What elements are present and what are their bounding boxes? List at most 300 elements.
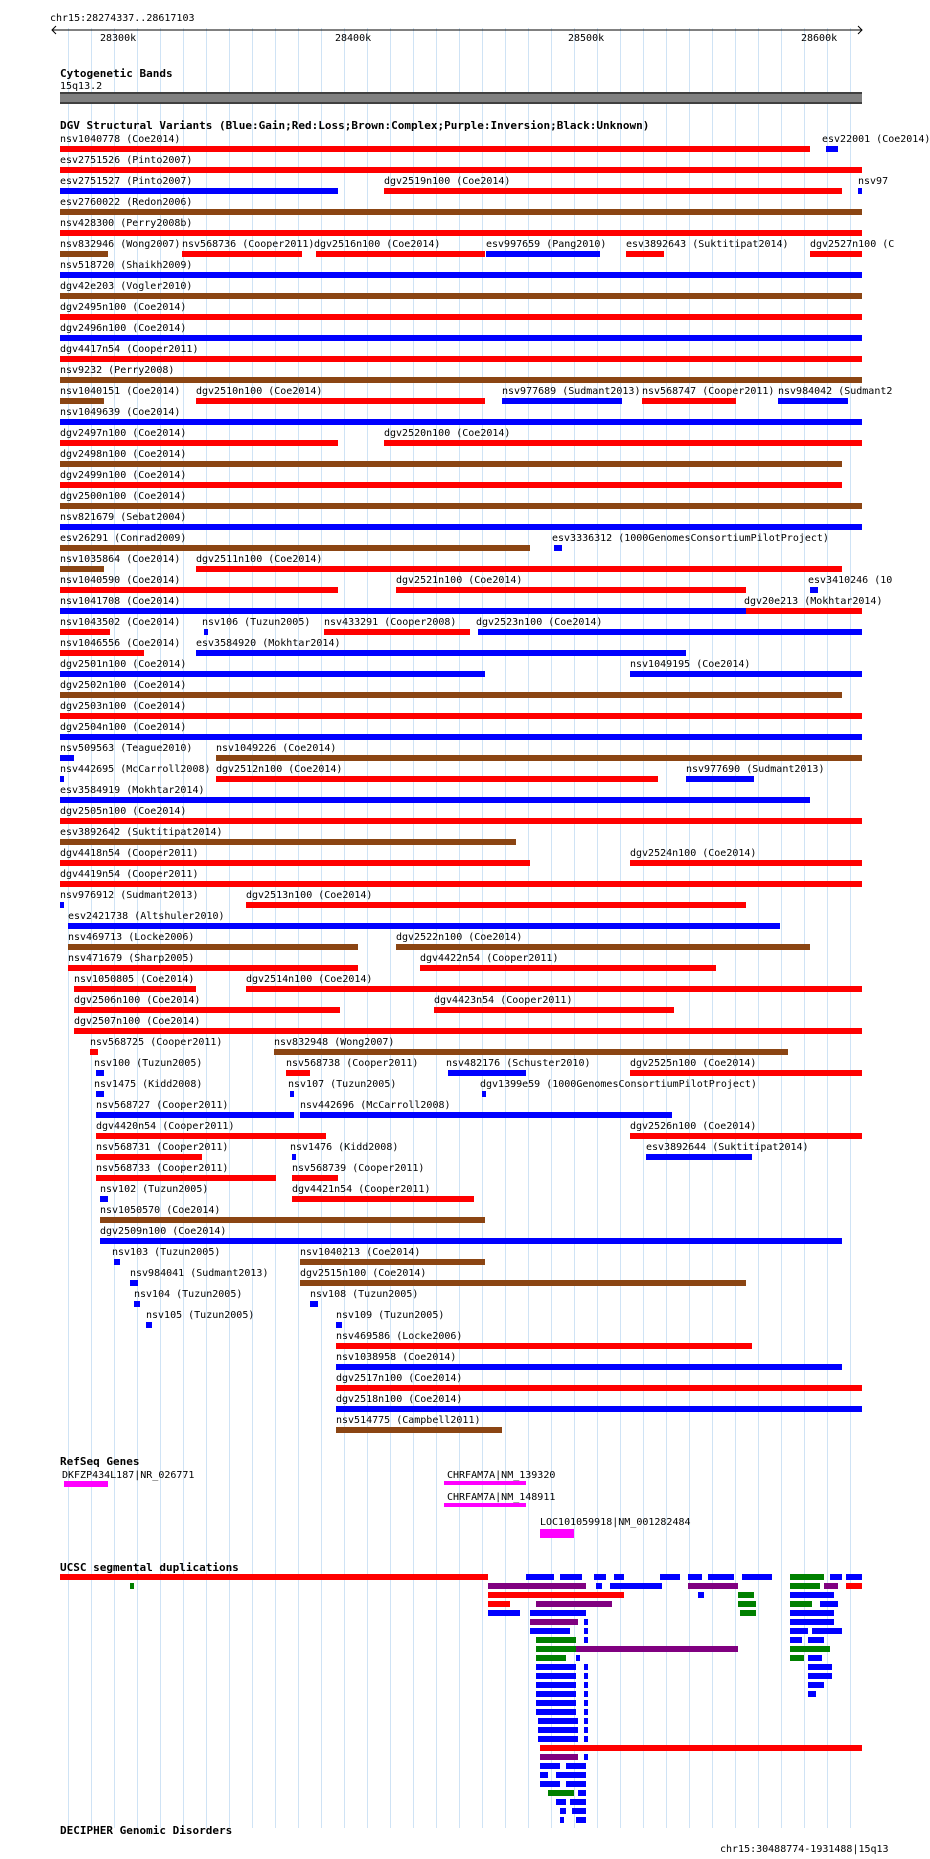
variant-label[interactable]: esv26291 (Conrad2009)	[60, 533, 187, 544]
variant-label[interactable]: nsv1035864 (Coe2014)	[60, 554, 181, 565]
variant-bar[interactable]	[482, 1091, 486, 1097]
variant-label[interactable]: nsv568747 (Cooper2011)	[642, 386, 775, 397]
segdup-block[interactable]	[808, 1655, 822, 1661]
variant-label[interactable]: nsv9232 (Perry2008)	[60, 365, 175, 376]
variant-bar[interactable]	[146, 1322, 152, 1328]
variant-bar[interactable]	[300, 1259, 485, 1265]
variant-label[interactable]: nsv107 (Tuzun2005)	[288, 1079, 397, 1090]
variant-bar[interactable]	[60, 188, 338, 194]
variant-bar[interactable]	[336, 1385, 862, 1391]
segdup-block[interactable]	[660, 1574, 680, 1580]
variant-label[interactable]: nsv1043502 (Coe2014)	[60, 617, 181, 628]
variant-bar[interactable]	[100, 1217, 485, 1223]
segdup-block[interactable]	[808, 1664, 832, 1670]
variant-bar[interactable]	[502, 398, 622, 404]
segdup-block[interactable]	[812, 1628, 842, 1634]
segdup-block[interactable]	[566, 1763, 586, 1769]
variant-label[interactable]: dgv2502n100 (Coe2014)	[60, 680, 187, 691]
variant-bar[interactable]	[60, 209, 862, 215]
variant-bar[interactable]	[292, 1154, 296, 1160]
variant-bar[interactable]	[60, 860, 530, 866]
segdup-block[interactable]	[790, 1646, 830, 1652]
variant-label[interactable]: esv2751526 (Pinto2007)	[60, 155, 193, 166]
variant-bar[interactable]	[286, 1070, 310, 1076]
variant-label[interactable]: dgv2512n100 (Coe2014)	[216, 764, 343, 775]
variant-bar[interactable]	[384, 440, 862, 446]
variant-bar[interactable]	[130, 1280, 138, 1286]
variant-label[interactable]: nsv103 (Tuzun2005)	[112, 1247, 221, 1258]
segdup-block[interactable]	[556, 1772, 586, 1778]
variant-bar[interactable]	[216, 776, 658, 782]
variant-bar[interactable]	[100, 1196, 108, 1202]
variant-bar[interactable]	[434, 1007, 674, 1013]
variant-bar[interactable]	[60, 881, 862, 887]
variant-label[interactable]: dgv2510n100 (Coe2014)	[196, 386, 323, 397]
variant-bar[interactable]	[336, 1406, 862, 1412]
variant-bar[interactable]	[196, 398, 485, 404]
variant-label[interactable]: nsv102 (Tuzun2005)	[100, 1184, 209, 1195]
segdup-block[interactable]	[846, 1574, 862, 1580]
variant-label[interactable]: dgv2498n100 (Coe2014)	[60, 449, 187, 460]
variant-label[interactable]: nsv568725 (Cooper2011)	[90, 1037, 223, 1048]
variant-bar[interactable]	[74, 1007, 340, 1013]
variant-label[interactable]: dgv4419n54 (Cooper2011)	[60, 869, 199, 880]
variant-label[interactable]: dgv2504n100 (Coe2014)	[60, 722, 187, 733]
variant-bar[interactable]	[60, 839, 516, 845]
variant-bar[interactable]	[336, 1322, 342, 1328]
segdup-block[interactable]	[526, 1574, 554, 1580]
variant-bar[interactable]	[630, 1133, 862, 1139]
segdup-block[interactable]	[846, 1583, 862, 1589]
segdup-block[interactable]	[566, 1781, 586, 1787]
segdup-block[interactable]	[540, 1772, 548, 1778]
variant-bar[interactable]	[60, 398, 104, 404]
variant-bar[interactable]	[810, 587, 818, 593]
variant-label[interactable]: dgv4421n54 (Cooper2011)	[292, 1184, 431, 1195]
variant-bar[interactable]	[630, 1070, 862, 1076]
variant-bar[interactable]	[316, 251, 485, 257]
variant-label[interactable]: dgv2513n100 (Coe2014)	[246, 890, 373, 901]
segdup-block[interactable]	[790, 1655, 804, 1661]
variant-label[interactable]: dgv42e203 (Vogler2010)	[60, 281, 193, 292]
segdup-block[interactable]	[738, 1601, 756, 1607]
segdup-block[interactable]	[584, 1727, 588, 1733]
variant-label[interactable]: nsv428300 (Perry2008b)	[60, 218, 193, 229]
variant-bar[interactable]	[60, 146, 810, 152]
variant-bar[interactable]	[778, 398, 848, 404]
variant-label[interactable]: dgv2496n100 (Coe2014)	[60, 323, 187, 334]
variant-bar[interactable]	[396, 944, 810, 950]
variant-bar[interactable]	[216, 755, 862, 761]
variant-bar[interactable]	[196, 650, 686, 656]
segdup-block[interactable]	[830, 1574, 842, 1580]
segdup-block[interactable]	[584, 1691, 588, 1697]
variant-bar[interactable]	[626, 251, 664, 257]
segdup-block[interactable]	[538, 1736, 578, 1742]
variant-label[interactable]: nsv433291 (Cooper2008)	[324, 617, 457, 628]
variant-label[interactable]: esv22001 (Coe2014)	[822, 134, 930, 145]
variant-bar[interactable]	[60, 629, 110, 635]
segdup-block[interactable]	[584, 1673, 588, 1679]
variant-bar[interactable]	[74, 986, 196, 992]
segdup-block[interactable]	[808, 1637, 824, 1643]
variant-label[interactable]: nsv1049195 (Coe2014)	[630, 659, 751, 670]
segdup-block[interactable]	[538, 1727, 578, 1733]
variant-label[interactable]: nsv469586 (Locke2006)	[336, 1331, 463, 1342]
variant-label[interactable]: nsv1050570 (Coe2014)	[100, 1205, 221, 1216]
variant-bar[interactable]	[274, 1049, 788, 1055]
variant-label[interactable]: esv2751527 (Pinto2007)	[60, 176, 193, 187]
segdup-block[interactable]	[584, 1709, 588, 1715]
variant-label[interactable]: nsv1049226 (Coe2014)	[216, 743, 337, 754]
variant-bar[interactable]	[810, 251, 862, 257]
variant-label[interactable]: nsv1040213 (Coe2014)	[300, 1247, 421, 1258]
segdup-block[interactable]	[594, 1574, 606, 1580]
refseq-gene-label[interactable]: DKFZP434L187|NR_026771	[62, 1470, 195, 1481]
segdup-block[interactable]	[584, 1700, 588, 1706]
variant-bar[interactable]	[96, 1070, 104, 1076]
variant-bar[interactable]	[746, 608, 862, 614]
segdup-block[interactable]	[584, 1664, 588, 1670]
variant-label[interactable]: nsv568736 (Cooper2011)	[182, 239, 315, 250]
variant-bar[interactable]	[60, 545, 530, 551]
variant-bar[interactable]	[486, 251, 600, 257]
segdup-block[interactable]	[540, 1754, 578, 1760]
segdup-block[interactable]	[536, 1646, 576, 1652]
segdup-block[interactable]	[584, 1628, 588, 1634]
variant-bar[interactable]	[60, 797, 810, 803]
variant-label[interactable]: dgv2515n100 (Coe2014)	[300, 1268, 427, 1279]
segdup-block[interactable]	[572, 1808, 586, 1814]
variant-label[interactable]: dgv2525n100 (Coe2014)	[630, 1058, 757, 1069]
variant-label[interactable]: nsv568731 (Cooper2011)	[96, 1142, 229, 1153]
variant-label[interactable]: nsv821679 (Sebat2004)	[60, 512, 187, 523]
variant-label[interactable]: dgv2519n100 (Coe2014)	[384, 176, 511, 187]
variant-label[interactable]: dgv4423n54 (Cooper2011)	[434, 995, 573, 1006]
variant-label[interactable]: dgv20e213 (Mokhtar2014)	[744, 596, 883, 607]
variant-label[interactable]: dgv4422n54 (Cooper2011)	[420, 953, 559, 964]
variant-bar[interactable]	[96, 1091, 104, 1097]
segdup-block[interactable]	[808, 1673, 832, 1679]
segdup-block[interactable]	[584, 1754, 588, 1760]
variant-bar[interactable]	[60, 293, 862, 299]
variant-label[interactable]: dgv2509n100 (Coe2014)	[100, 1226, 227, 1237]
segdup-block[interactable]	[536, 1691, 576, 1697]
variant-bar[interactable]	[60, 524, 862, 530]
variant-bar[interactable]	[60, 755, 74, 761]
variant-bar[interactable]	[60, 251, 108, 257]
variant-bar[interactable]	[204, 629, 208, 635]
variant-bar[interactable]	[60, 650, 144, 656]
segdup-block[interactable]	[596, 1583, 602, 1589]
variant-bar[interactable]	[60, 566, 104, 572]
variant-label[interactable]: nsv568738 (Cooper2011)	[286, 1058, 419, 1069]
segdup-block[interactable]	[60, 1574, 488, 1580]
variant-bar[interactable]	[630, 671, 862, 677]
variant-label[interactable]: esv3336312 (1000GenomesConsortiumPilotProject)	[552, 533, 829, 544]
variant-bar[interactable]	[60, 902, 64, 908]
variant-bar[interactable]	[858, 188, 862, 194]
segdup-block[interactable]	[530, 1619, 578, 1625]
segdup-block[interactable]	[536, 1655, 566, 1661]
variant-bar[interactable]	[114, 1259, 120, 1265]
segdup-block[interactable]	[576, 1646, 738, 1652]
variant-label[interactable]: dgv2516n100 (Coe2014)	[314, 239, 441, 250]
variant-label[interactable]: dgv1399e59 (1000GenomesConsortiumPilotProject)	[480, 1079, 757, 1090]
segdup-block[interactable]	[584, 1718, 588, 1724]
variant-label[interactable]: nsv106 (Tuzun2005)	[202, 617, 311, 628]
variant-label[interactable]: dgv2526n100 (Coe2014)	[630, 1121, 757, 1132]
segdup-block[interactable]	[738, 1592, 754, 1598]
variant-label[interactable]: nsv984042 (Sudmant2	[778, 386, 893, 397]
variant-label[interactable]: dgv2527n100 (C	[810, 239, 895, 250]
segdup-block[interactable]	[488, 1601, 510, 1607]
variant-bar[interactable]	[90, 1049, 98, 1055]
variant-bar[interactable]	[292, 1175, 338, 1181]
variant-label[interactable]: nsv1038958 (Coe2014)	[336, 1352, 457, 1363]
variant-bar[interactable]	[134, 1301, 140, 1307]
segdup-block[interactable]	[610, 1583, 662, 1589]
variant-label[interactable]: nsv568733 (Cooper2011)	[96, 1163, 229, 1174]
variant-label[interactable]: dgv2499n100 (Coe2014)	[60, 470, 187, 481]
segdup-block[interactable]	[808, 1691, 816, 1697]
segdup-block[interactable]	[698, 1592, 704, 1598]
variant-label[interactable]: dgv2511n100 (Coe2014)	[196, 554, 323, 565]
variant-bar[interactable]	[646, 1154, 752, 1160]
variant-bar[interactable]	[60, 167, 862, 173]
variant-bar[interactable]	[826, 146, 838, 152]
segdup-block[interactable]	[576, 1655, 580, 1661]
variant-label[interactable]: nsv976912 (Sudmant2013)	[60, 890, 199, 901]
variant-label[interactable]: nsv1475 (Kidd2008)	[94, 1079, 203, 1090]
variant-label[interactable]: nsv1046556 (Coe2014)	[60, 638, 181, 649]
segdup-block[interactable]	[708, 1574, 734, 1580]
variant-label[interactable]: esv3584919 (Mokhtar2014)	[60, 785, 205, 796]
variant-label[interactable]: dgv2503n100 (Coe2014)	[60, 701, 187, 712]
variant-label[interactable]: dgv2518n100 (Coe2014)	[336, 1394, 463, 1405]
variant-bar[interactable]	[100, 1238, 842, 1244]
refseq-gene[interactable]	[444, 1503, 526, 1507]
segdup-block[interactable]	[560, 1817, 564, 1823]
variant-label[interactable]: dgv2523n100 (Coe2014)	[476, 617, 603, 628]
variant-label[interactable]: dgv4420n54 (Cooper2011)	[96, 1121, 235, 1132]
segdup-block[interactable]	[488, 1592, 624, 1598]
variant-label[interactable]: nsv442696 (McCarroll2008)	[300, 1100, 451, 1111]
segdup-block[interactable]	[536, 1637, 576, 1643]
variant-bar[interactable]	[420, 965, 716, 971]
variant-bar[interactable]	[290, 1091, 294, 1097]
refseq-gene-label[interactable]: LOC101059918|NM_001282484	[540, 1517, 691, 1528]
variant-bar[interactable]	[60, 587, 338, 593]
variant-label[interactable]: nsv97	[858, 176, 889, 187]
variant-bar[interactable]	[246, 902, 746, 908]
segdup-block[interactable]	[130, 1583, 134, 1589]
segdup-block[interactable]	[790, 1610, 834, 1616]
variant-label[interactable]: esv3892642 (Suktitipat2014)	[60, 827, 223, 838]
segdup-block[interactable]	[790, 1583, 820, 1589]
variant-bar[interactable]	[300, 1112, 672, 1118]
segdup-block[interactable]	[560, 1574, 582, 1580]
variant-bar[interactable]	[60, 440, 338, 446]
variant-bar[interactable]	[246, 986, 862, 992]
variant-label[interactable]: nsv518720 (Shaikh2009)	[60, 260, 193, 271]
refseq-gene-label[interactable]: CHRFAM7A|NM_148911	[447, 1492, 556, 1503]
variant-bar[interactable]	[60, 818, 862, 824]
variant-bar[interactable]	[60, 230, 862, 236]
variant-label[interactable]: dgv2522n100 (Coe2014)	[396, 932, 523, 943]
segdup-block[interactable]	[740, 1610, 756, 1616]
variant-bar[interactable]	[60, 314, 862, 320]
variant-bar[interactable]	[60, 419, 862, 425]
variant-label[interactable]: nsv1476 (Kidd2008)	[290, 1142, 399, 1153]
variant-bar[interactable]	[96, 1112, 294, 1118]
variant-label[interactable]: nsv1041708 (Coe2014)	[60, 596, 181, 607]
variant-bar[interactable]	[448, 1070, 526, 1076]
segdup-block[interactable]	[536, 1682, 576, 1688]
variant-label[interactable]: dgv2497n100 (Coe2014)	[60, 428, 187, 439]
variant-label[interactable]: esv3410246 (10	[808, 575, 893, 586]
variant-label[interactable]: nsv1049639 (Coe2014)	[60, 407, 181, 418]
segdup-block[interactable]	[576, 1817, 586, 1823]
variant-bar[interactable]	[60, 461, 842, 467]
variant-bar[interactable]	[300, 1280, 746, 1286]
variant-bar[interactable]	[96, 1175, 276, 1181]
segdup-block[interactable]	[548, 1790, 574, 1796]
variant-label[interactable]: nsv471679 (Sharp2005)	[68, 953, 195, 964]
variant-bar[interactable]	[68, 923, 780, 929]
segdup-block[interactable]	[488, 1610, 520, 1616]
variant-bar[interactable]	[60, 776, 64, 782]
variant-bar[interactable]	[60, 692, 842, 698]
variant-label[interactable]: nsv105 (Tuzun2005)	[146, 1310, 255, 1321]
variant-label[interactable]: nsv482176 (Schuster2010)	[446, 1058, 591, 1069]
variant-bar[interactable]	[554, 545, 562, 551]
variant-label[interactable]: nsv832948 (Wong2007)	[274, 1037, 395, 1048]
variant-label[interactable]: esv3892644 (Suktitipat2014)	[646, 1142, 809, 1153]
segdup-block[interactable]	[536, 1673, 576, 1679]
segdup-block[interactable]	[614, 1574, 624, 1580]
variant-bar[interactable]	[630, 860, 862, 866]
variant-label[interactable]: esv2421738 (Altshuler2010)	[68, 911, 225, 922]
variant-label[interactable]: nsv469713 (Locke2006)	[68, 932, 195, 943]
refseq-gene-label[interactable]: CHRFAM7A|NM_139320	[447, 1470, 556, 1481]
segdup-block[interactable]	[536, 1700, 576, 1706]
variant-label[interactable]: dgv2517n100 (Coe2014)	[336, 1373, 463, 1384]
segdup-block[interactable]	[556, 1799, 566, 1805]
variant-label[interactable]: dgv2506n100 (Coe2014)	[74, 995, 201, 1006]
variant-bar[interactable]	[384, 188, 842, 194]
variant-label[interactable]: nsv514775 (Campbell2011)	[336, 1415, 481, 1426]
segdup-block[interactable]	[824, 1583, 838, 1589]
variant-label[interactable]: nsv1040590 (Coe2014)	[60, 575, 181, 586]
segdup-block[interactable]	[584, 1682, 588, 1688]
variant-bar[interactable]	[336, 1364, 842, 1370]
variant-bar[interactable]	[68, 944, 358, 950]
variant-label[interactable]: dgv2505n100 (Coe2014)	[60, 806, 187, 817]
segdup-block[interactable]	[488, 1583, 586, 1589]
segdup-block[interactable]	[540, 1781, 560, 1787]
segdup-block[interactable]	[578, 1790, 586, 1796]
variant-label[interactable]: dgv4417n54 (Cooper2011)	[60, 344, 199, 355]
variant-bar[interactable]	[60, 482, 842, 488]
segdup-block[interactable]	[540, 1745, 862, 1751]
variant-bar[interactable]	[74, 1028, 862, 1034]
variant-label[interactable]: dgv2524n100 (Coe2014)	[630, 848, 757, 859]
variant-bar[interactable]	[96, 1154, 202, 1160]
segdup-block[interactable]	[570, 1799, 586, 1805]
segdup-block[interactable]	[790, 1619, 834, 1625]
segdup-block[interactable]	[584, 1637, 588, 1643]
variant-bar[interactable]	[182, 251, 302, 257]
segdup-block[interactable]	[536, 1664, 576, 1670]
refseq-gene[interactable]	[444, 1481, 526, 1485]
segdup-block[interactable]	[540, 1763, 560, 1769]
variant-bar[interactable]	[60, 734, 862, 740]
variant-label[interactable]: nsv568727 (Cooper2011)	[96, 1100, 229, 1111]
segdup-block[interactable]	[530, 1610, 586, 1616]
segdup-block[interactable]	[538, 1718, 578, 1724]
variant-label[interactable]: dgv2521n100 (Coe2014)	[396, 575, 523, 586]
variant-label[interactable]: dgv2514n100 (Coe2014)	[246, 974, 373, 985]
variant-label[interactable]: nsv1050805 (Coe2014)	[74, 974, 195, 985]
variant-label[interactable]: dgv2495n100 (Coe2014)	[60, 302, 187, 313]
variant-label[interactable]: nsv442695 (McCarroll2008)	[60, 764, 211, 775]
segdup-block[interactable]	[560, 1808, 566, 1814]
variant-bar[interactable]	[60, 335, 862, 341]
variant-label[interactable]: dgv2500n100 (Coe2014)	[60, 491, 187, 502]
variant-label[interactable]: nsv509563 (Teague2010)	[60, 743, 193, 754]
variant-label[interactable]: nsv977690 (Sudmant2013)	[686, 764, 825, 775]
variant-bar[interactable]	[60, 272, 862, 278]
variant-label[interactable]: esv3584920 (Mokhtar2014)	[196, 638, 341, 649]
variant-label[interactable]: nsv568739 (Cooper2011)	[292, 1163, 425, 1174]
variant-bar[interactable]	[60, 503, 862, 509]
segdup-block[interactable]	[790, 1601, 812, 1607]
variant-bar[interactable]	[60, 671, 485, 677]
variant-bar[interactable]	[478, 629, 862, 635]
segdup-block[interactable]	[584, 1736, 588, 1742]
variant-label[interactable]: nsv1040778 (Coe2014)	[60, 134, 181, 145]
variant-bar[interactable]	[196, 566, 842, 572]
segdup-block[interactable]	[584, 1619, 588, 1625]
variant-bar[interactable]	[396, 587, 746, 593]
segdup-block[interactable]	[790, 1574, 824, 1580]
variant-label[interactable]: esv3892643 (Suktitipat2014)	[626, 239, 789, 250]
variant-bar[interactable]	[60, 356, 862, 362]
variant-bar[interactable]	[686, 776, 754, 782]
variant-label[interactable]: dgv2507n100 (Coe2014)	[74, 1016, 201, 1027]
variant-bar[interactable]	[336, 1427, 502, 1433]
variant-label[interactable]: nsv104 (Tuzun2005)	[134, 1289, 243, 1300]
segdup-block[interactable]	[742, 1574, 772, 1580]
variant-bar[interactable]	[310, 1301, 318, 1307]
variant-label[interactable]: nsv984041 (Sudmant2013)	[130, 1268, 269, 1279]
variant-bar[interactable]	[642, 398, 736, 404]
variant-label[interactable]: nsv832946 (Wong2007)	[60, 239, 181, 250]
segdup-block[interactable]	[688, 1583, 738, 1589]
variant-bar[interactable]	[60, 713, 862, 719]
segdup-block[interactable]	[536, 1709, 576, 1715]
variant-label[interactable]: esv2760022 (Redon2006)	[60, 197, 193, 208]
variant-bar[interactable]	[60, 608, 862, 614]
variant-bar[interactable]	[324, 629, 470, 635]
segdup-block[interactable]	[808, 1682, 824, 1688]
variant-label[interactable]: nsv1040151 (Coe2014)	[60, 386, 181, 397]
variant-label[interactable]: nsv109 (Tuzun2005)	[336, 1310, 445, 1321]
segdup-block[interactable]	[790, 1637, 802, 1643]
segdup-block[interactable]	[536, 1601, 612, 1607]
variant-bar[interactable]	[60, 377, 862, 383]
